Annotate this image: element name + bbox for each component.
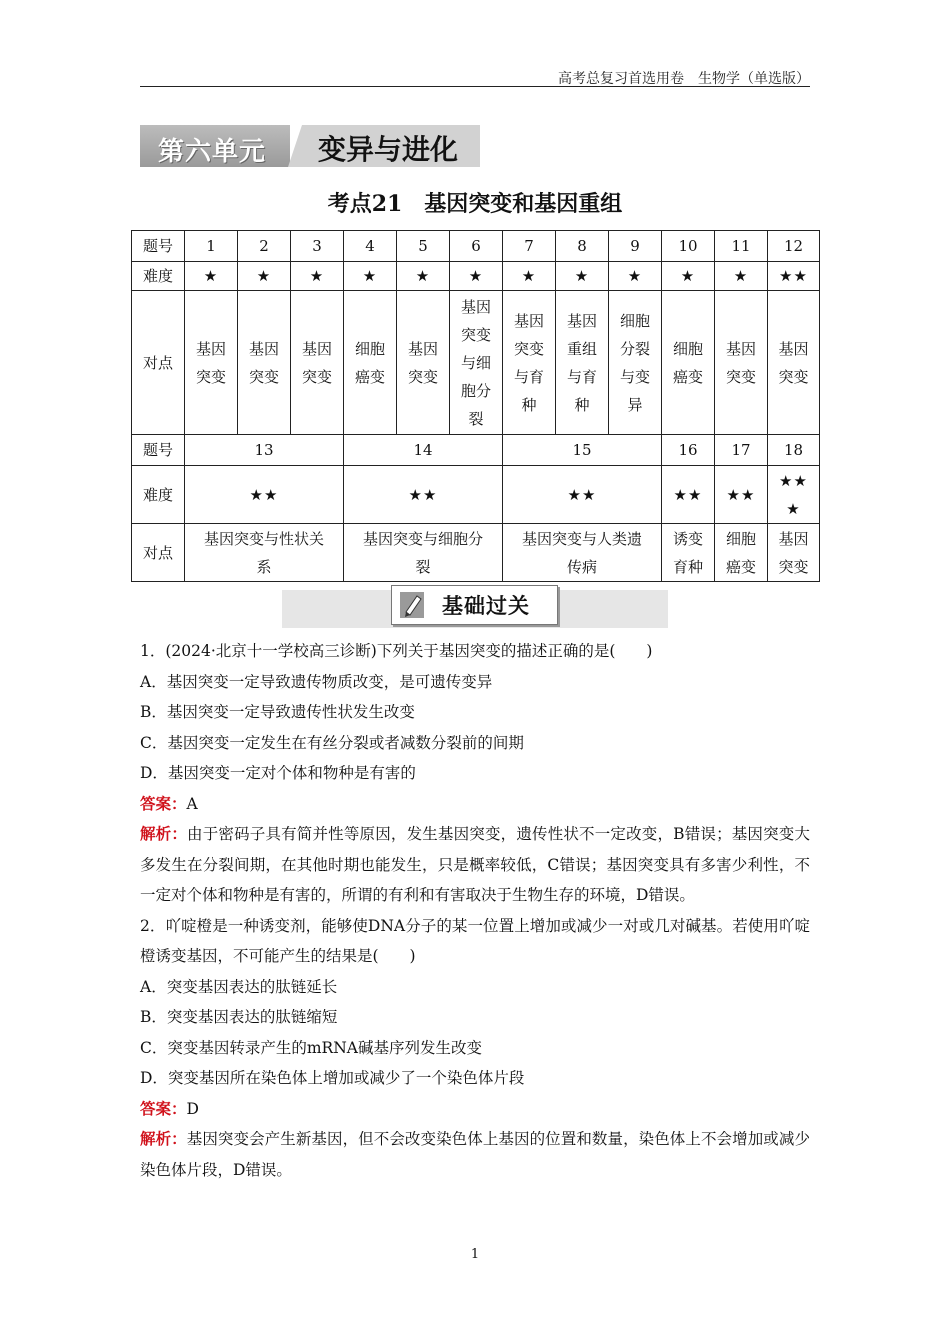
question-number: 14 [344, 435, 503, 466]
analysis-line [140, 819, 810, 911]
topic-cell: 基因 重组 与育 种 [556, 291, 609, 435]
question-stem: 2．吖啶橙是一种诱变剂，能够使DNA分子的某一位置上增加或减少一对或几对碱基。若使用吖啶橙诱变基因，不可能产生的结果是( ) [140, 916, 810, 965]
topic-cell: 基因 突变 [291, 291, 344, 435]
option: C．突变基因转录产生的mRNA碱基序列发生改变 [140, 1038, 482, 1057]
topic-cell: 基因 突变 [238, 291, 291, 435]
difficulty-stars: ★ [238, 262, 291, 291]
topic-cell: 基因 突变 [768, 291, 820, 435]
unit-name: 变异与进化 [318, 133, 459, 166]
answer-line [140, 789, 810, 820]
difficulty-stars: ★ [609, 262, 662, 291]
topic-cell: 细胞 癌变 [715, 524, 768, 582]
question-number: 6 [450, 231, 503, 262]
practice-banner [282, 590, 668, 628]
option: A．突变基因表达的肽链延长 [140, 977, 338, 996]
question-number: 17 [715, 435, 768, 466]
difficulty-stars: ★★ [185, 466, 344, 524]
difficulty-stars: ★ [450, 262, 503, 291]
table-row-difficulty [132, 262, 820, 291]
practice-banner-text: 基础过关 [442, 594, 530, 618]
difficulty-stars: ★★ [503, 466, 662, 524]
analysis-label: 解析： [140, 1129, 187, 1148]
difficulty-stars: ★ [715, 262, 768, 291]
section-title: 考点21 基因突变和基因重组 [327, 191, 623, 217]
row-label: 对点 [132, 291, 185, 435]
answer-line [140, 1094, 810, 1125]
topic-table [131, 230, 820, 582]
difficulty-stars: ★ [556, 262, 609, 291]
table-row-num-2 [132, 435, 820, 466]
table-row-num [132, 231, 820, 262]
difficulty-stars: ★ [662, 262, 715, 291]
topic-cell: 细胞 分裂 与变 异 [609, 291, 662, 435]
question-number: 12 [768, 231, 820, 262]
topic-cell: 基因 突变 [185, 291, 238, 435]
difficulty-stars: ★★ [662, 466, 715, 524]
option: B．突变基因表达的肽链缩短 [140, 1008, 338, 1026]
answer-label: 答案： [140, 1098, 187, 1118]
topic-cell: 基因突变与细胞分 裂 [344, 524, 503, 582]
difficulty-stars: ★ [344, 262, 397, 291]
question-number: 4 [344, 231, 397, 262]
option: C．基因突变一定发生在有丝分裂或者减数分裂前的间期 [140, 733, 524, 752]
table-row-topic [132, 291, 820, 435]
question-number: 3 [291, 231, 344, 262]
question-number: 5 [397, 231, 450, 262]
option: B．基因突变一定导致遗传性状发生改变 [140, 703, 415, 721]
row-label: 难度 [132, 262, 185, 291]
option: D．突变基因所在染色体上增加或减少了一个染色体片段 [140, 1069, 525, 1087]
question-number: 15 [503, 435, 662, 466]
question-list [140, 636, 810, 1185]
practice-banner-label-box [391, 585, 558, 625]
topic-cell: 基因 突变 [768, 524, 820, 582]
topic-cell: 基因 突变 [715, 291, 768, 435]
difficulty-stars: ★ [185, 262, 238, 291]
difficulty-stars: ★ [503, 262, 556, 291]
difficulty-stars: ★★ ★ [768, 466, 820, 524]
question-stem: 1．(2024·北京十一学校高三诊断)下列关于基因突变的描述正确的是( ) [140, 642, 653, 660]
row-label: 难度 [132, 466, 185, 524]
question-number: 2 [238, 231, 291, 262]
topic-cell: 基因 突变 [397, 291, 450, 435]
question-number: 18 [768, 435, 820, 466]
question-number: 8 [556, 231, 609, 262]
header-rule [140, 86, 810, 87]
pencil-icon [398, 590, 426, 620]
question-number: 11 [715, 231, 768, 262]
topic-cell: 细胞 癌变 [662, 291, 715, 435]
page-number: 1 [470, 1247, 480, 1262]
row-label: 题号 [132, 435, 185, 466]
unit-number: 第六单元 [158, 137, 267, 167]
topic-cell: 诱变 育种 [662, 524, 715, 582]
difficulty-stars: ★★ [768, 262, 820, 291]
question-number: 9 [609, 231, 662, 262]
question-number: 1 [185, 231, 238, 262]
answer-label: 答案： [140, 793, 187, 813]
row-label: 对点 [132, 524, 185, 582]
difficulty-stars: ★ [397, 262, 450, 291]
unit-banner [140, 123, 480, 173]
running-header: 高考总复习首选用卷 生物学（单选版） [558, 71, 810, 87]
table-row-topic-2 [132, 524, 820, 582]
topic-cell: 基因 突变 与细 胞分 裂 [450, 291, 503, 435]
topic-cell: 基因 突变 与育 种 [503, 291, 556, 435]
topic-cell: 基因突变与人类遗 传病 [503, 524, 662, 582]
difficulty-stars: ★★ [344, 466, 503, 524]
analysis-label: 解析： [140, 824, 188, 843]
question-number: 13 [185, 435, 344, 466]
option: A．基因突变一定导致遗传物质改变，是可遗传变异 [140, 672, 493, 691]
topic-cell: 基因突变与性状关 系 [185, 524, 344, 582]
analysis-line [140, 1124, 810, 1185]
table-row-difficulty-2 [132, 466, 820, 524]
topic-cell: 细胞 癌变 [344, 291, 397, 435]
analysis-text: 由于密码子具有简并性等原因，发生基因突变，遗传性状不一定改变，B错误；基因突变大多发生在分裂间期，在其他时期也能发生，只是概率较低，C错误；基因突变具有多害少利性，不一定对个体和物种是有害的，所谓的有利和有害取决于生物生存的环境，D错误。 [140, 825, 810, 904]
difficulty-stars: ★ [291, 262, 344, 291]
answer-value: A [186, 794, 198, 813]
answer-value: D [186, 1099, 199, 1118]
row-label: 题号 [132, 231, 185, 262]
question-number: 10 [662, 231, 715, 262]
question-number: 16 [662, 435, 715, 466]
difficulty-stars: ★★ [715, 466, 768, 524]
option: D．基因突变一定对个体和物种是有害的 [140, 764, 416, 782]
analysis-text: 基因突变会产生新基因，但不会改变染色体上基因的位置和数量，染色体上不会增加或减少染色体片段，D错误。 [140, 1130, 810, 1179]
question-number: 7 [503, 231, 556, 262]
